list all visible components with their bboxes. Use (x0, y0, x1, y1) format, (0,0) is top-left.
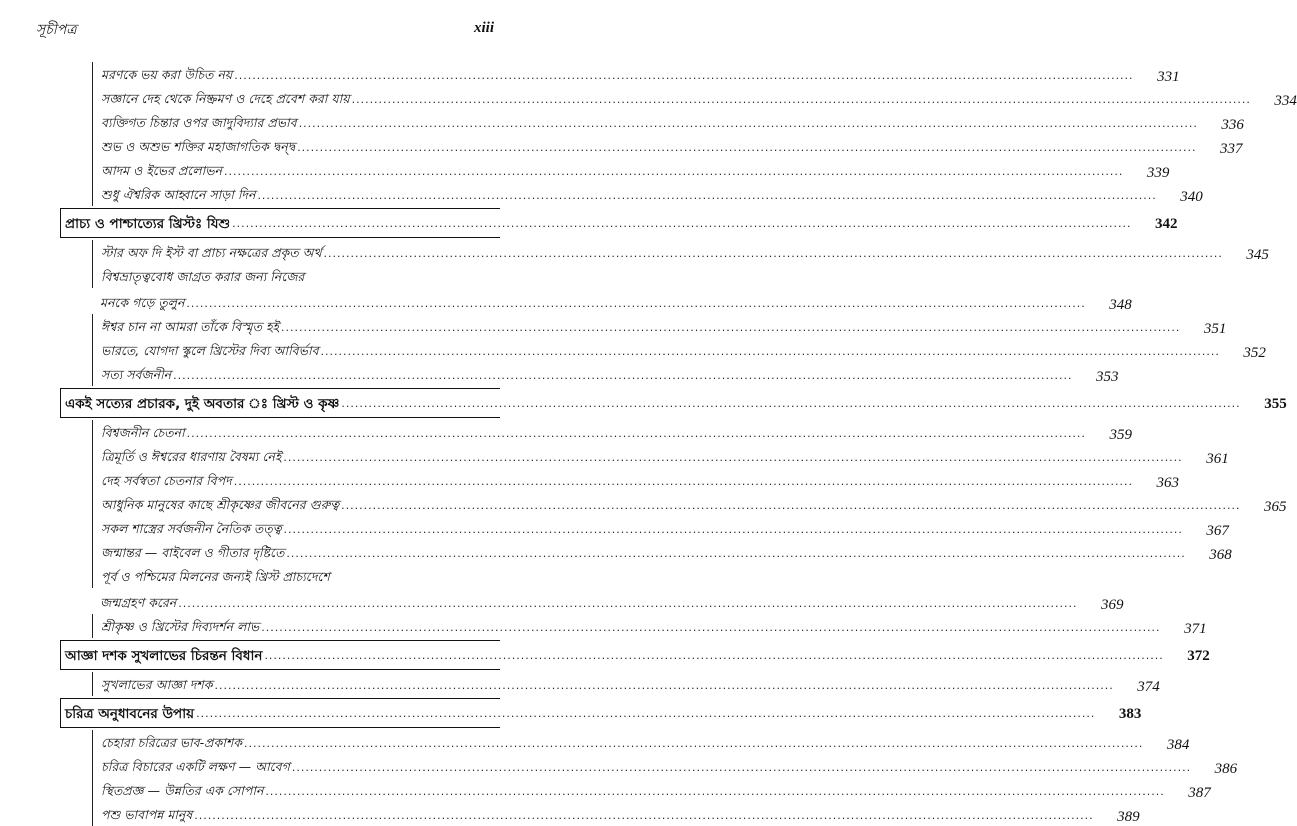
toc-entry-title: জন্মগ্রহণ করেন (100, 595, 177, 610)
dot-leader: ........................................................................................................................................................................................................ (186, 297, 1086, 310)
dot-leader: ........................................................................................................................................................................................................ (320, 345, 1220, 358)
toc-entry[interactable] (92, 754, 1238, 778)
toc-page-number: 353 (1095, 369, 1119, 385)
toc-page-number: 371 (1184, 621, 1207, 637)
dot-leader: ........................................................................................................................................................................................................ (194, 809, 1094, 822)
toc-page-number: 374 (1137, 679, 1160, 695)
toc-entry[interactable] (92, 314, 1227, 338)
toc-entry[interactable] (92, 182, 1203, 206)
dot-leader: ........................................................................................................................................................................................................ (224, 165, 1124, 178)
toc-entry[interactable] (92, 564, 500, 588)
dot-leader: ........................................................................................................................................................................................................ (341, 499, 1241, 512)
toc-page-number: 348 (1109, 297, 1132, 313)
toc-section[interactable] (60, 698, 1142, 728)
toc-entry-title: চেহারা চরিত্রের ভাব-প্রকাশক (101, 735, 242, 750)
toc-entry-title: শুভ ও অশুভ শক্তির মহাজাগতিক দ্বন্দ্ব (101, 139, 296, 154)
toc-entry[interactable] (92, 444, 1229, 468)
toc-entry-title: বিশ্বজনীন চেতনা (101, 425, 185, 440)
toc-entry[interactable] (92, 730, 1190, 754)
toc-entry[interactable] (92, 264, 500, 288)
dot-leader: ........................................................................................................................................................................................................ (265, 785, 1165, 798)
toc-entry-title: শুধু ঐশ্বরিক আহ্বানে সাড়া দিন (101, 187, 256, 202)
toc-entry-title: পূর্ব ও পশ্চিমের মিলনের জন্যই খ্রিস্ট প্রাচ্যদেশে (101, 569, 330, 584)
toc-entry[interactable] (92, 338, 1266, 362)
dot-leader: ........................................................................................................................................................................................................ (298, 117, 1198, 130)
table-of-contents (60, 62, 1297, 826)
toc-entry[interactable] (92, 240, 1269, 264)
toc-entry-title: চরিত্র অনুধাবনের উপায় (65, 706, 195, 722)
toc-entry-title: দেহ সর্বস্বতা চেতনার বিপদ (101, 473, 232, 488)
dot-leader: ........................................................................................................................................................................................................ (234, 69, 1134, 82)
toc-entry[interactable] (92, 614, 1207, 638)
toc-page-number: 351 (1203, 321, 1227, 337)
dot-leader: ........................................................................................................................................................................................................ (233, 475, 1134, 488)
toc-page-number: 334 (1274, 93, 1297, 109)
dot-leader: ........................................................................................................................................................................................................ (232, 217, 1132, 230)
dot-leader: ........................................................................................................................................................................................................ (257, 189, 1157, 202)
toc-entry[interactable] (92, 778, 1211, 802)
toc-page-number: 369 (1101, 597, 1124, 613)
toc-page-number: 372 (1187, 648, 1210, 664)
dot-leader: ........................................................................................................................................................................................................ (214, 679, 1114, 692)
dot-leader: ........................................................................................................................................................................................................ (178, 597, 1078, 610)
toc-entry-continuation[interactable] (92, 588, 1124, 614)
toc-page-number: 352 (1243, 345, 1266, 361)
toc-page-number: 386 (1214, 761, 1238, 777)
toc-entry[interactable] (92, 540, 1232, 564)
toc-page-number: 345 (1246, 247, 1269, 263)
toc-page-number: 340 (1180, 189, 1203, 205)
toc-entry-title: বিশ্বভ্রাতৃত্ববোধ জাগ্রত করার জন্য নিজের (101, 269, 305, 284)
dot-leader: ........................................................................................................................................................................................................ (261, 621, 1161, 634)
toc-page-number: 368 (1209, 547, 1232, 563)
running-title: সূচীপত্র (36, 22, 77, 38)
toc-section[interactable] (60, 388, 1287, 418)
dot-leader: ........................................................................................................................................................................................................ (323, 247, 1223, 260)
toc-entry[interactable] (92, 672, 1160, 696)
toc-entry[interactable] (92, 362, 1119, 386)
toc-entry[interactable] (92, 516, 1229, 540)
toc-page-number: 336 (1221, 117, 1244, 133)
toc-entry-title: জন্মান্তর — বাইবেল ও গীতার দৃষ্টিতে (101, 545, 285, 560)
toc-page-number: 337 (1220, 141, 1243, 157)
dot-leader: ........................................................................................................................................................................................................ (351, 93, 1251, 106)
dot-leader: ........................................................................................................................................................................................................ (264, 649, 1164, 662)
toc-entry[interactable] (92, 802, 1140, 826)
toc-entry[interactable] (92, 492, 1287, 516)
toc-entry-title: ত্রিমূর্তি ও ঈশ্বরের ধারণায় বৈষম্য নেই (101, 449, 282, 464)
toc-entry-continuation[interactable] (92, 288, 1132, 314)
toc-page-number: 363 (1156, 475, 1180, 491)
toc-entry-title: মরণকে ভয় করা উচিত নয় (101, 67, 233, 82)
toc-entry-title: একই সত্যের প্রচারক, দুই অবতার ঃ খ্রিস্ট ও কৃষ্ণ (65, 396, 340, 412)
dot-leader: ........................................................................................................................................................................................................ (196, 707, 1096, 720)
toc-entry-title: শ্রীকৃষ্ণ ও খ্রিস্টের দিব্যদর্শন লাভ (101, 619, 260, 634)
toc-entry-title: স্থিতপ্রজ্ঞ — উন্নতির এক সোপান (101, 783, 264, 798)
toc-entry-title: ব্যক্তিগত চিন্তার ওপর জাদুবিদ্যার প্রভাব (101, 115, 297, 130)
dot-leader: ........................................................................................................................................................................................................ (244, 737, 1144, 750)
toc-entry[interactable] (92, 468, 1180, 492)
page-header (36, 18, 494, 42)
toc-entry-title: আদম ও ইভের প্রলোভন (101, 163, 222, 178)
toc-page-number: 355 (1264, 396, 1287, 412)
toc-page-number: 361 (1206, 451, 1229, 467)
dot-leader: ........................................................................................................................................................................................................ (281, 321, 1181, 334)
toc-page-number: 383 (1118, 706, 1142, 722)
toc-entry-title: ঈশ্বর চান না আমরা তাঁকে বিস্মৃত হই (101, 319, 280, 334)
toc-entry[interactable] (92, 86, 1297, 110)
toc-page-number: 359 (1109, 427, 1132, 443)
toc-entry[interactable] (92, 110, 1244, 134)
dot-leader: ........................................................................................................................................................................................................ (283, 451, 1183, 464)
toc-entry-title: পশু ভাবাপন্ন মানুষ (101, 807, 193, 822)
toc-entry-title: আজ্ঞা দশক সুখলাভের চিরন্তন বিধান (65, 648, 263, 664)
toc-section[interactable] (60, 640, 1210, 670)
dot-leader: ........................................................................................................................................................................................................ (286, 547, 1186, 560)
toc-page-number: 331 (1157, 69, 1180, 85)
toc-section[interactable] (60, 208, 1178, 238)
toc-entry-title: প্রাচ্য ও পাশ্চাত্যের খ্রিস্টঃ যিশু (65, 216, 231, 232)
dot-leader: ........................................................................................................................................................................................................ (291, 761, 1192, 774)
dot-leader: ........................................................................................................................................................................................................ (297, 141, 1197, 154)
dot-leader: ........................................................................................................................................................................................................ (173, 369, 1073, 382)
toc-page-number: 365 (1264, 499, 1287, 515)
toc-entry[interactable] (92, 158, 1170, 182)
dot-leader: ........................................................................................................................................................................................................ (341, 397, 1241, 410)
toc-entry[interactable] (92, 420, 1132, 444)
toc-entry-title: সুখলাভের আজ্ঞা দশক (101, 677, 213, 692)
toc-entry-title: ভারতে, যোগদা স্কুলে খ্রিস্টের দিব্য আবির্ভাব (101, 343, 319, 358)
toc-entry-title: সত্য সর্বজনীন (101, 367, 172, 382)
toc-entry-title: মনকে গড়ে তুলুন (100, 295, 185, 310)
toc-page-number: 384 (1166, 737, 1190, 753)
page-number-roman: xiii (473, 20, 494, 36)
toc-entry[interactable] (92, 134, 1243, 158)
toc-entry-title: সজ্ঞানে দেহ থেকে নিষ্ক্রমণ ও দেহে প্রবেশ করা যায় (101, 91, 350, 106)
dot-leader: ........................................................................................................................................................................................................ (283, 523, 1183, 536)
toc-entry-title: আধুনিক মানুষের কাছে শ্রীকৃষ্ণের জীবনের গুরুত্ব (101, 497, 340, 512)
toc-entry-title: চরিত্র বিচারের একটি লক্ষণ — আবেগ (101, 759, 290, 774)
toc-page-number: 339 (1146, 165, 1170, 181)
toc-entry-title: স্টার অফ দি ইস্ট বা প্রাচ্য নক্ষত্রের প্রকৃত অর্থ (101, 245, 322, 260)
toc-page-number: 387 (1188, 785, 1211, 801)
toc-page-number: 342 (1154, 216, 1178, 232)
toc-entry-title: সকল শাস্ত্রের সর্বজনীন নৈতিক তত্ত্ব (101, 521, 282, 536)
toc-entry[interactable] (92, 62, 1180, 86)
toc-page-number: 367 (1206, 523, 1229, 539)
dot-leader: ........................................................................................................................................................................................................ (186, 427, 1086, 440)
toc-page-number: 389 (1117, 809, 1140, 825)
